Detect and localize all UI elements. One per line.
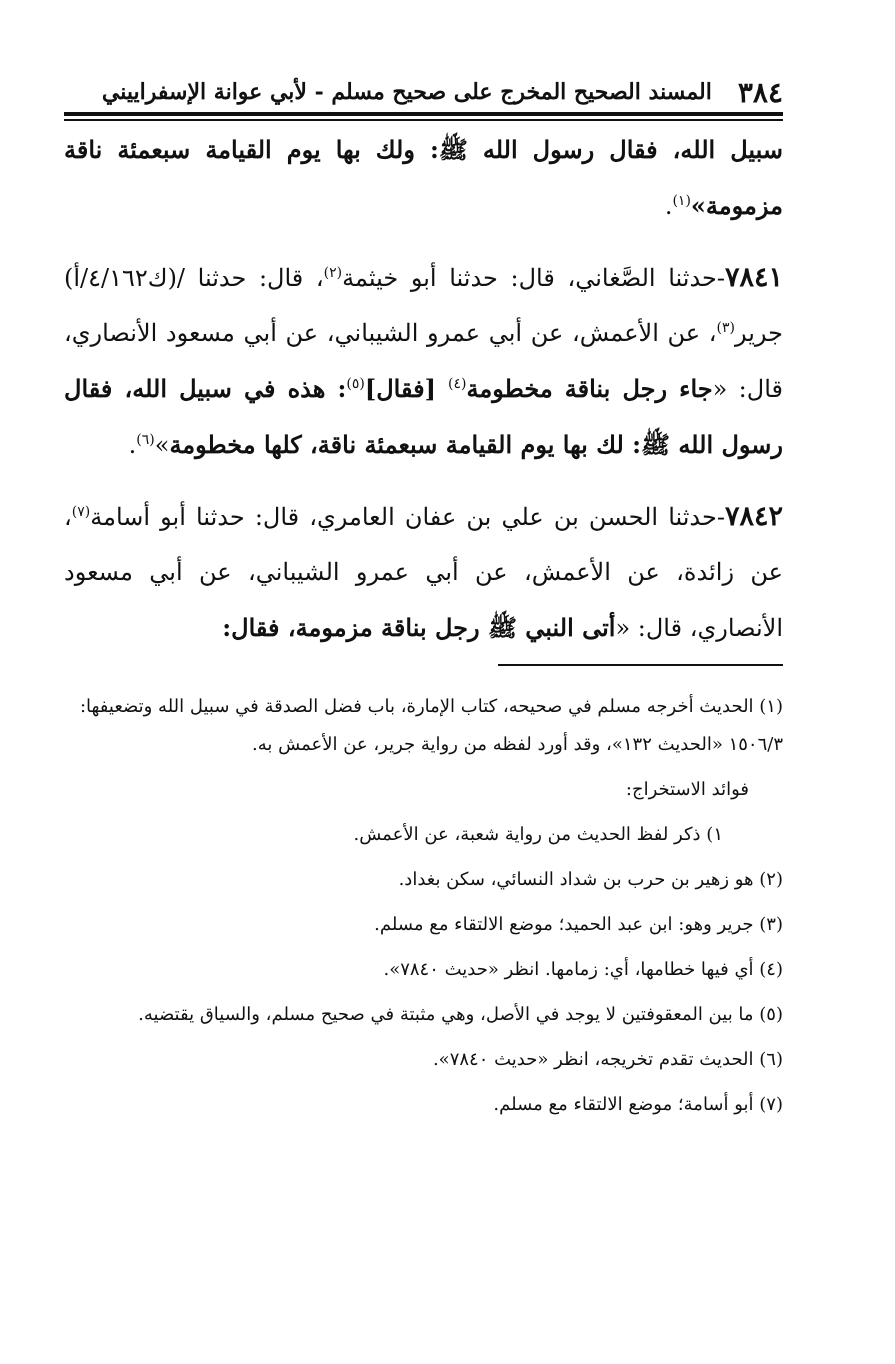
page-number: ٣٨٤ <box>737 75 783 109</box>
footnotes <box>64 688 783 1131</box>
footnote-separator <box>498 664 783 666</box>
footnote-4: (٤) أي فيها خطامها، أي: زمامها. انظر «حديث ٧٨٤٠». <box>383 959 783 980</box>
text-run: ، عن زائدة، عن الأعمش، عن أبي عمرو الشيباني، عن أبي مسعود الأنصاري، قال: « <box>64 503 783 642</box>
footnote-6: (٦) الحديث تقدم تخريجه، انظر «حديث ٧٨٤٠». <box>432 1049 783 1070</box>
main-text <box>64 122 783 672</box>
hadith-number: ٧٨٤١ <box>724 262 783 293</box>
text-run: ، عن الأعمش، عن أبي عمرو الشيباني، عن أبي مسعود الأنصاري، قال: « <box>64 319 783 403</box>
footnote-ref: (١) <box>672 193 691 209</box>
footnote-ref: (٧) <box>71 504 91 520</box>
text-run: ، قال: حدثنا /(ك٤/١٦٢/أ) جرير <box>64 264 783 347</box>
footnote-2: (٢) هو زهير بن حرب بن شداد النسائي، سكن بغداد. <box>398 869 783 890</box>
text-run: -حدثنا الحسن بن علي بن عفان العامري، قال: حدثنا أبو أسامة <box>90 503 725 531</box>
text-run: سبيل الله، فقال رسول الله ﷺ: ولك بها يوم القيامة سبعمئة ناقة مزمومة» <box>64 135 783 220</box>
text-run: . <box>664 192 673 220</box>
text-run: » <box>154 431 170 459</box>
footnote-ref: (٣) <box>716 320 735 336</box>
footnote-ref: (٢) <box>323 265 343 281</box>
footnote-1-subheading: فوائد الاستخراج: <box>625 779 749 800</box>
hadith-7841 <box>64 250 783 473</box>
footnote-3: (٣) جرير وهو: ابن عبد الحميد؛ موضع الالتقاء مع مسلم. <box>374 914 783 935</box>
header-rule-thick <box>64 112 783 116</box>
paragraph-continuation <box>64 122 783 234</box>
hadith-number: ٧٨٤٢ <box>724 501 783 532</box>
footnote-ref: (٥) <box>346 376 365 392</box>
running-title: المسند الصحيح المخرج على صحيح مسلم - لأبي عوانة الإسفراييني <box>101 79 712 105</box>
footnote-ref: (٦) <box>136 432 155 448</box>
footnote-5: (٥) ما بين المعقوفتين لا يوجد في الأصل، وهي مثبتة في صحيح مسلم، والسياق يقتضيه. <box>138 1004 783 1025</box>
page-header <box>64 72 783 112</box>
hadith-text: أتى النبي ﷺ رجل بناقة مزمومة، فقال: <box>222 613 616 642</box>
hadith-text: جاء رجل بناقة مخطومة <box>466 374 713 403</box>
footnote-1-point: ١) ذكر لفظ الحديث من رواية شعبة، عن الأعمش. <box>353 824 723 845</box>
footnote-7: (٧) أبو أسامة؛ موضع الالتقاء مع مسلم. <box>493 1094 783 1115</box>
hadith-text: [فقال] <box>364 374 449 403</box>
text-run: -حدثنا الصَّغاني، قال: حدثنا أبو خيثمة <box>342 264 725 292</box>
hadith-text: : هذه في سبيل الله، فقال رسول الله ﷺ: لك بها يوم القيامة سبعمئة ناقة، كلها مخطومة <box>64 374 783 459</box>
header-rule-thin <box>64 119 783 121</box>
text-run: . <box>128 431 137 459</box>
footnote-1: (١) الحديث أخرجه مسلم في صحيحه، كتاب الإمارة، باب فضل الصدقة في سبيل الله وتضعيفها: ١٥٠٦/٣ «الحديث ١٣٢»، وقد أورد لفظه من رواية جرير، عن الأعمش به. <box>79 696 783 755</box>
hadith-7842 <box>64 489 783 656</box>
footnote-ref: (٤) <box>448 376 467 392</box>
